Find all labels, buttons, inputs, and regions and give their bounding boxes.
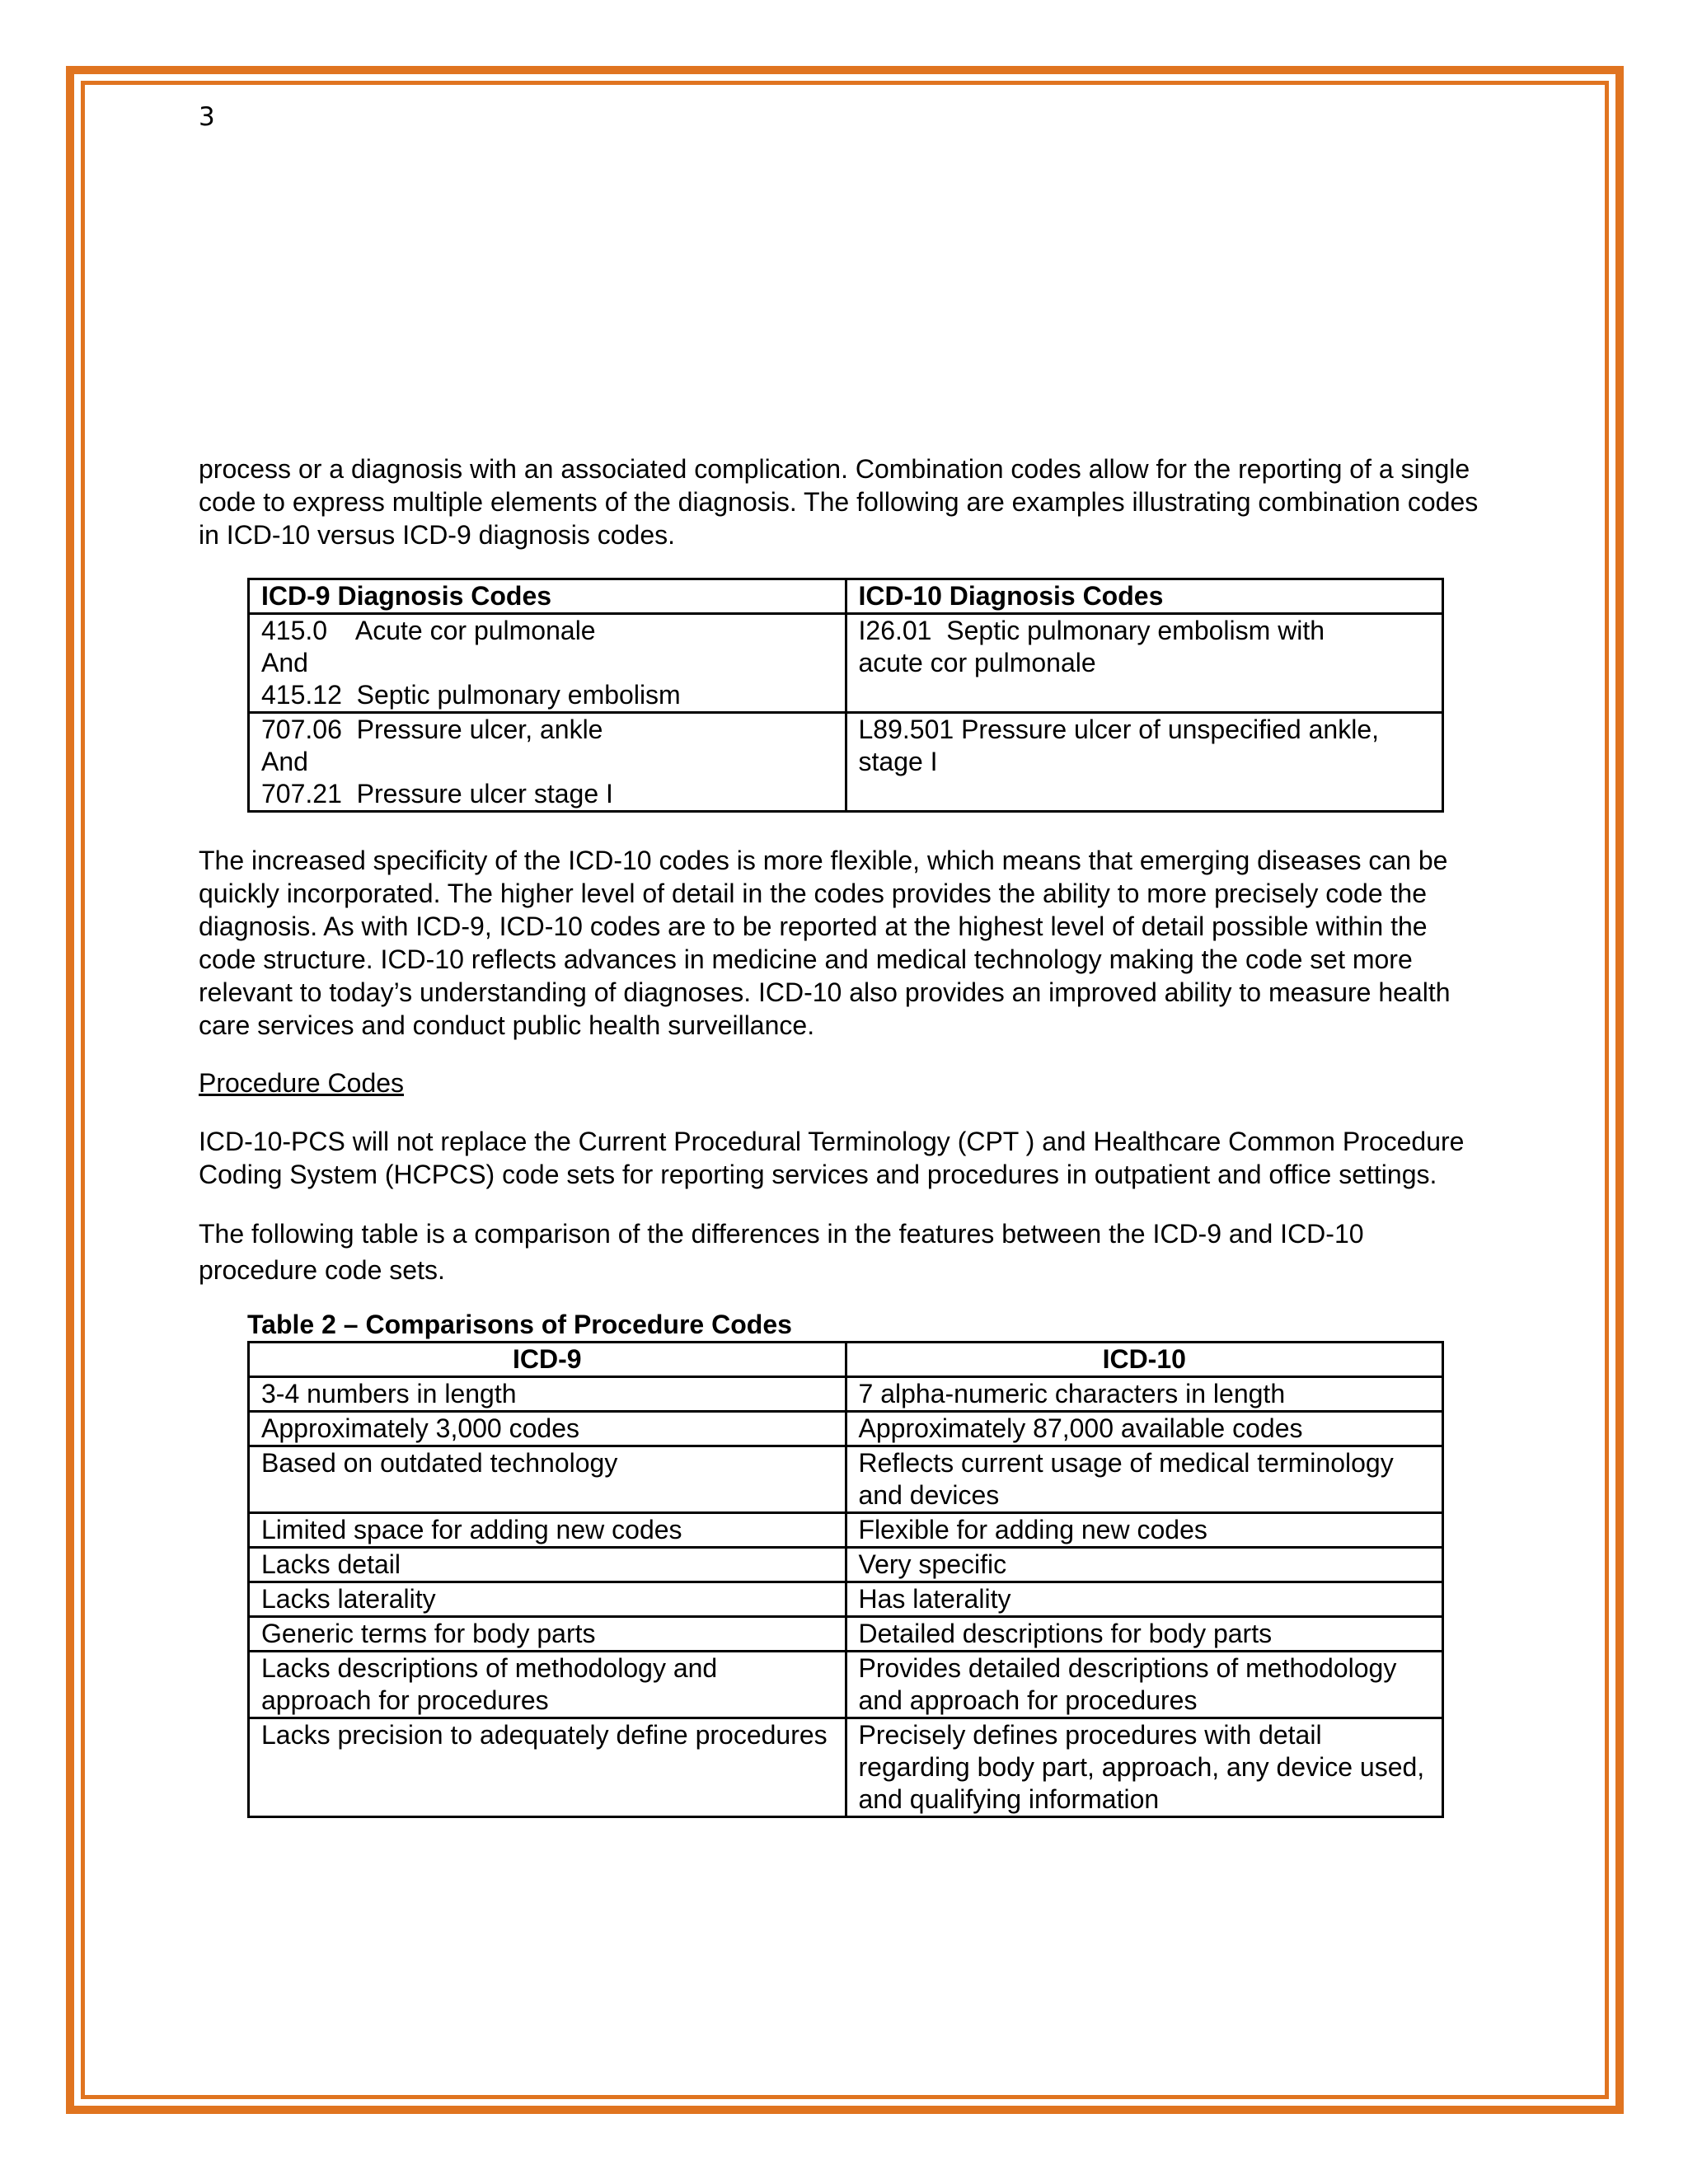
intro-paragraph: process or a diagnosis with an associated complication. Combination codes allow for the reporting of a single code to express multiple elements of the diagnosis. The following are examples illustrating combination codes in ICD-10 versus ICD-9 diagnosis codes. (199, 454, 1479, 550)
page-number: 3 (199, 102, 215, 132)
procedure-codes-heading: Procedure Codes (199, 1068, 405, 1098)
table-cell-icd10: Approximately 87,000 available codes (846, 1412, 1443, 1446)
table-row (249, 713, 1443, 812)
code-line: 707.21 Pressure ulcer stage I (261, 779, 613, 808)
table-cell-icd9: Approximately 3,000 codes (249, 1412, 846, 1446)
table-cell-icd9: Lacks descriptions of methodology and approach for procedures (249, 1652, 846, 1718)
table-row (249, 1377, 1443, 1412)
table-header-row (249, 1343, 1443, 1377)
table-row (249, 1652, 1443, 1718)
document-body (199, 452, 1484, 1818)
table-header-cell: ICD-10 (846, 1343, 1443, 1377)
code-line: I26.01 Septic pulmonary embolism with (858, 616, 1325, 645)
specificity-paragraph: The increased specificity of the ICD-10 codes is more flexible, which means that emerging diseases can be quickly incorporated. The higher level of detail in the codes provides the ability to more precisely code the diagnosis. As with ICD-9, ICD-10 codes are to be reported at the highest level of detail possible within the code structure. ICD-10 reflects advances in medicine and medical technology making the code set more relevant to today’s understanding of diagnoses. ICD-10 also provides an improved ability to measure health care services and conduct public health surveillance. (199, 846, 1451, 1040)
table-row (249, 1446, 1443, 1513)
table-row (249, 1513, 1443, 1548)
comparison-intro-paragraph: The following table is a comparison of the differences in the features between the ICD-9 and ICD-10 procedure code sets. (199, 1219, 1364, 1285)
code-line: And (261, 747, 308, 776)
table-header-cell: ICD-9 (249, 1343, 846, 1377)
table-cell-icd9 (249, 614, 846, 713)
pcs-paragraph: ICD-10-PCS will not replace the Current Procedural Terminology (CPT ) and Healthcare Common Procedure Coding System (HCPCS) code sets for reporting services and procedures in outpatient and office settings. (199, 1127, 1465, 1189)
table-cell-icd10: Has laterality (846, 1582, 1443, 1617)
table-cell-icd10: Reflects current usage of medical terminology and devices (846, 1446, 1443, 1513)
table-cell-icd10 (846, 614, 1443, 713)
table-cell-icd10: Flexible for adding new codes (846, 1513, 1443, 1548)
table-row (249, 614, 1443, 713)
code-line: stage I (858, 747, 938, 776)
table-cell-icd10: Precisely defines procedures with detail regarding body part, approach, any device used, and qualifying information (846, 1718, 1443, 1817)
table-cell-icd9: Generic terms for body parts (249, 1617, 846, 1652)
table-cell-icd10: Detailed descriptions for body parts (846, 1617, 1443, 1652)
table-row (249, 1718, 1443, 1817)
code-line: 415.12 Septic pulmonary embolism (261, 680, 681, 710)
table-header-cell: ICD-9 Diagnosis Codes (249, 579, 846, 614)
diagnosis-codes-table (247, 578, 1444, 813)
table-row (249, 1548, 1443, 1582)
table-row (249, 1412, 1443, 1446)
table-row (249, 1582, 1443, 1617)
table-cell-icd9 (249, 713, 846, 812)
procedure-codes-table (247, 1341, 1444, 1818)
table-cell-icd9: Lacks detail (249, 1548, 846, 1582)
table-cell-icd9: Lacks laterality (249, 1582, 846, 1617)
code-line: L89.501 Pressure ulcer of unspecified ankle, (858, 715, 1379, 744)
code-line: acute cor pulmonale (858, 648, 1096, 677)
table-cell-icd9: Limited space for adding new codes (249, 1513, 846, 1548)
code-line: 707.06 Pressure ulcer, ankle (261, 715, 603, 744)
table-cell-icd9: Lacks precision to adequately define procedures (249, 1718, 846, 1817)
table-cell-icd10 (846, 713, 1443, 812)
table-header-cell: ICD-10 Diagnosis Codes (846, 579, 1443, 614)
table-cell-icd10: Very specific (846, 1548, 1443, 1582)
table2-title: Table 2 – Comparisons of Procedure Codes (247, 1310, 792, 1339)
table-cell-icd9: 3-4 numbers in length (249, 1377, 846, 1412)
table-cell-icd9: Based on outdated technology (249, 1446, 846, 1513)
table-row (249, 1617, 1443, 1652)
code-line: And (261, 648, 308, 677)
table-header-row (249, 579, 1443, 614)
code-line: 415.0 Acute cor pulmonale (261, 616, 596, 645)
table-cell-icd10: Provides detailed descriptions of methodology and approach for procedures (846, 1652, 1443, 1718)
table-cell-icd10: 7 alpha-numeric characters in length (846, 1377, 1443, 1412)
